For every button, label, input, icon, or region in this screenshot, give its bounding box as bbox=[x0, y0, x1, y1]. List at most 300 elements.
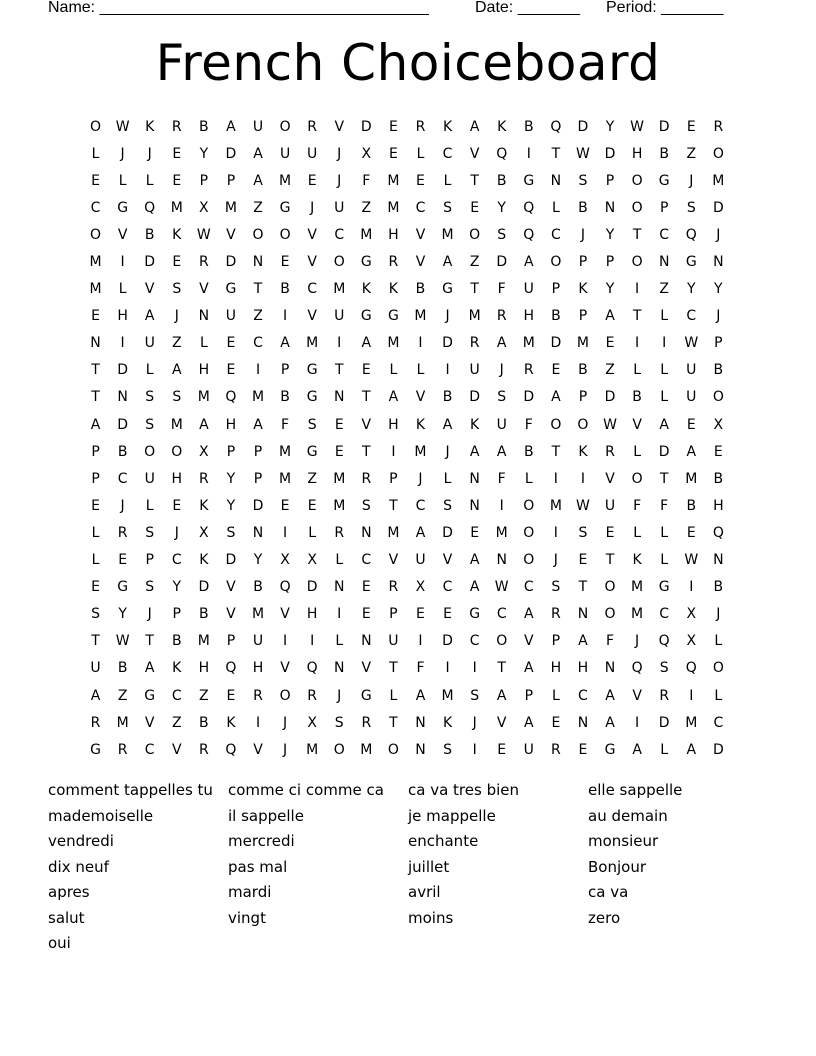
grid-letter: K bbox=[388, 281, 398, 298]
grid-letter: J bbox=[580, 226, 586, 243]
grid-row bbox=[82, 113, 732, 140]
grid-letter: T bbox=[362, 389, 371, 406]
grid-letter: I bbox=[689, 687, 694, 704]
grid-letter: N bbox=[361, 633, 372, 650]
grid-letter: C bbox=[659, 226, 670, 243]
grid-letter: R bbox=[171, 118, 182, 135]
grid-letter: L bbox=[551, 199, 560, 216]
grid-letter: P bbox=[551, 281, 561, 298]
grid-letter: J bbox=[147, 145, 152, 162]
grid-row bbox=[82, 492, 732, 519]
grid-letter: J bbox=[337, 172, 342, 189]
grid-letter: L bbox=[416, 145, 425, 162]
grid-letter: V bbox=[415, 389, 426, 406]
grid-letter: M bbox=[306, 741, 319, 758]
grid-letter: D bbox=[550, 335, 562, 352]
grid-letter: E bbox=[172, 145, 182, 162]
grid-letter: D bbox=[658, 443, 670, 460]
grid-letter: K bbox=[199, 497, 209, 514]
grid-letter: B bbox=[659, 145, 669, 162]
grid-letter: F bbox=[362, 172, 371, 189]
grid-letter: Q bbox=[523, 199, 535, 216]
grid-letter: D bbox=[658, 118, 670, 135]
grid-letter: M bbox=[468, 308, 481, 325]
grid-letter: G bbox=[604, 741, 616, 758]
grid-letter: I bbox=[283, 308, 288, 325]
grid-letter: O bbox=[631, 470, 643, 487]
word-bank-item: moins bbox=[408, 908, 454, 927]
grid-letter: M bbox=[197, 633, 210, 650]
grid-letter: J bbox=[553, 552, 558, 569]
grid-letter: H bbox=[198, 362, 210, 379]
grid-letter: O bbox=[550, 416, 562, 433]
word-bank-item: dix neuf bbox=[48, 857, 109, 876]
grid-letter: I bbox=[499, 497, 504, 514]
grid-letter: L bbox=[660, 389, 669, 406]
grid-letter: H bbox=[631, 145, 643, 162]
grid-letter: N bbox=[361, 524, 372, 541]
grid-letter: I bbox=[337, 606, 342, 623]
grid-letter: L bbox=[389, 362, 398, 379]
grid-letter: N bbox=[713, 254, 724, 271]
grid-letter: I bbox=[553, 524, 558, 541]
grid-letter: K bbox=[578, 443, 588, 460]
grid-letter: V bbox=[361, 660, 372, 677]
grid-letter: C bbox=[659, 606, 670, 623]
grid-letter: G bbox=[523, 172, 535, 189]
grid-letter: U bbox=[604, 497, 616, 514]
grid-letter: S bbox=[443, 497, 452, 514]
grid-letter: J bbox=[499, 362, 504, 379]
grid-letter: S bbox=[443, 199, 452, 216]
grid-letter: E bbox=[686, 524, 696, 541]
grid-letter: X bbox=[199, 199, 209, 216]
grid-letter: A bbox=[280, 335, 290, 352]
grid-letter: T bbox=[470, 172, 479, 189]
grid-letter: Y bbox=[605, 226, 615, 243]
grid-letter: E bbox=[280, 254, 290, 271]
grid-letter: U bbox=[144, 335, 155, 352]
grid-row bbox=[82, 221, 732, 248]
grid-letter: R bbox=[523, 362, 534, 379]
grid-letter: A bbox=[524, 606, 534, 623]
grid-letter: U bbox=[496, 416, 507, 433]
grid-letter: Q bbox=[144, 199, 156, 216]
grid-letter: G bbox=[306, 362, 318, 379]
name-field: Name: _____________________________________ bbox=[48, 0, 429, 16]
grid-letter: Q bbox=[225, 741, 237, 758]
grid-letter: N bbox=[252, 524, 264, 541]
grid-letter: V bbox=[117, 226, 128, 243]
grid-letter: U bbox=[415, 552, 426, 569]
grid-letter: D bbox=[577, 118, 589, 135]
grid-letter: A bbox=[551, 389, 561, 406]
grid-letter: B bbox=[117, 660, 128, 677]
grid-letter: J bbox=[337, 687, 342, 704]
grid-letter: U bbox=[279, 145, 291, 162]
grid-letter: O bbox=[469, 226, 481, 243]
worksheet-header bbox=[0, 0, 816, 20]
grid-letter: L bbox=[633, 362, 641, 379]
grid-letter: N bbox=[713, 552, 724, 569]
grid-letter: A bbox=[686, 741, 697, 758]
grid-letter: Z bbox=[253, 199, 263, 216]
grid-letter: V bbox=[388, 552, 399, 569]
grid-letter: L bbox=[91, 524, 100, 541]
grid-letter: K bbox=[145, 118, 155, 135]
grid-letter: L bbox=[660, 524, 669, 541]
grid-letter: N bbox=[577, 714, 589, 731]
grid-letter: J bbox=[310, 199, 315, 216]
grid-letter: M bbox=[170, 199, 183, 216]
word-bank-item: avril bbox=[408, 883, 441, 901]
grid-letter: L bbox=[660, 308, 669, 325]
grid-letter: A bbox=[469, 552, 480, 569]
grid-letter: B bbox=[523, 118, 534, 135]
grid-letter: T bbox=[91, 389, 100, 406]
grid-letter: N bbox=[469, 470, 480, 487]
grid-letter: O bbox=[712, 660, 724, 677]
grid-row bbox=[82, 736, 732, 763]
grid-row bbox=[82, 709, 732, 736]
grid-letter: E bbox=[172, 172, 182, 189]
grid-letter: Z bbox=[117, 687, 128, 704]
grid-letter: U bbox=[469, 362, 480, 379]
grid-letter: N bbox=[604, 199, 616, 216]
grid-letter: F bbox=[281, 416, 290, 433]
grid-letter: O bbox=[144, 443, 156, 460]
grid-letter: R bbox=[551, 606, 561, 623]
grid-letter: V bbox=[253, 741, 263, 758]
grid-letter: V bbox=[415, 226, 426, 243]
grid-letter: N bbox=[496, 552, 507, 569]
grid-letter: T bbox=[605, 552, 615, 569]
grid-letter: E bbox=[361, 606, 371, 623]
grid-letter: B bbox=[686, 497, 697, 514]
grid-letter: C bbox=[550, 226, 561, 243]
word-bank-item: ca va bbox=[588, 883, 629, 901]
grid-letter: A bbox=[469, 443, 480, 460]
grid-letter: K bbox=[632, 552, 642, 569]
grid-letter: U bbox=[90, 660, 101, 677]
grid-letter: C bbox=[307, 281, 318, 298]
grid-letter: U bbox=[523, 741, 534, 758]
word-search-grid bbox=[82, 113, 732, 763]
grid-letter: F bbox=[660, 497, 669, 514]
grid-letter: R bbox=[361, 470, 372, 487]
grid-letter: Q bbox=[225, 389, 237, 406]
grid-row bbox=[82, 140, 732, 167]
grid-letter: X bbox=[199, 524, 209, 541]
grid-letter: P bbox=[389, 470, 398, 487]
grid-letter: A bbox=[442, 416, 453, 433]
grid-letter: D bbox=[144, 254, 156, 271]
grid-letter: I bbox=[635, 281, 640, 298]
grid-letter: M bbox=[414, 443, 427, 460]
grid-letter: Q bbox=[631, 660, 643, 677]
grid-letter: C bbox=[171, 552, 182, 569]
grid-row bbox=[82, 519, 732, 546]
grid-letter: B bbox=[578, 362, 588, 379]
grid-letter: W bbox=[630, 118, 645, 135]
grid-letter: V bbox=[144, 714, 155, 731]
grid-letter: O bbox=[279, 687, 291, 704]
grid-letter: B bbox=[144, 226, 155, 243]
grid-letter: L bbox=[199, 335, 208, 352]
grid-letter: L bbox=[443, 172, 452, 189]
grid-letter: N bbox=[550, 172, 562, 189]
grid-letter: L bbox=[714, 687, 723, 704]
grid-letter: W bbox=[115, 118, 130, 135]
grid-letter: T bbox=[253, 281, 263, 298]
grid-letter: G bbox=[685, 254, 697, 271]
grid-letter: Y bbox=[253, 552, 263, 569]
word-bank-item: mademoiselle bbox=[48, 806, 154, 825]
grid-letter: E bbox=[388, 145, 398, 162]
grid-letter: E bbox=[605, 335, 615, 352]
grid-letter: Q bbox=[550, 118, 562, 135]
grid-letter: A bbox=[144, 660, 155, 677]
grid-letter: O bbox=[90, 118, 102, 135]
grid-letter: J bbox=[418, 470, 423, 487]
grid-letter: G bbox=[306, 389, 318, 406]
grid-letter: E bbox=[280, 497, 290, 514]
grid-letter: E bbox=[334, 416, 344, 433]
grid-letter: M bbox=[224, 199, 237, 216]
grid-letter: M bbox=[170, 416, 183, 433]
grid-letter: B bbox=[199, 714, 209, 731]
grid-letter: Q bbox=[306, 660, 318, 677]
grid-letter: E bbox=[361, 579, 371, 596]
grid-letter: H bbox=[117, 308, 128, 325]
grid-letter: S bbox=[91, 606, 100, 623]
grid-letter: J bbox=[445, 308, 450, 325]
grid-letter: P bbox=[605, 172, 615, 189]
grid-letter: I bbox=[255, 714, 261, 731]
grid-letter: F bbox=[497, 281, 506, 298]
grid-letter: Y bbox=[686, 281, 696, 298]
grid-letter: B bbox=[280, 281, 290, 298]
grid-letter: T bbox=[578, 579, 588, 596]
grid-letter: Q bbox=[658, 633, 670, 650]
grid-row bbox=[82, 465, 732, 492]
grid-letter: I bbox=[120, 335, 125, 352]
grid-letter: A bbox=[605, 687, 615, 704]
grid-row bbox=[82, 330, 732, 357]
grid-letter: H bbox=[523, 308, 535, 325]
grid-letter: C bbox=[361, 552, 372, 569]
grid-letter: P bbox=[659, 199, 669, 216]
grid-letter: M bbox=[387, 199, 400, 216]
grid-letter: A bbox=[90, 687, 101, 704]
grid-letter: K bbox=[226, 714, 236, 731]
grid-letter: A bbox=[415, 524, 426, 541]
grid-letter: R bbox=[388, 254, 399, 271]
grid-letter: I bbox=[255, 362, 261, 379]
grid-letter: E bbox=[91, 497, 100, 514]
grid-letter: T bbox=[362, 443, 371, 460]
grid-letter: B bbox=[199, 606, 209, 623]
grid-letter: E bbox=[686, 416, 696, 433]
grid-letter: I bbox=[526, 145, 531, 162]
grid-letter: J bbox=[283, 741, 288, 758]
grid-letter: C bbox=[442, 145, 453, 162]
grid-letter: V bbox=[280, 660, 290, 677]
grid-letter: V bbox=[524, 633, 534, 650]
grid-letter: A bbox=[578, 633, 588, 650]
grid-letter: J bbox=[716, 606, 721, 623]
grid-letter: A bbox=[144, 308, 155, 325]
grid-letter: A bbox=[253, 416, 263, 433]
grid-letter: U bbox=[523, 281, 534, 298]
word-bank-item: au demain bbox=[588, 806, 668, 825]
grid-letter: I bbox=[553, 470, 558, 487]
grid-letter: R bbox=[198, 470, 209, 487]
grid-letter: L bbox=[91, 552, 100, 569]
grid-letter: B bbox=[280, 389, 290, 406]
grid-letter: W bbox=[576, 497, 590, 514]
grid-letter: G bbox=[360, 308, 372, 325]
grid-letter: V bbox=[361, 416, 372, 433]
grid-letter: F bbox=[605, 633, 615, 650]
grid-letter: S bbox=[443, 741, 452, 758]
grid-letter: I bbox=[662, 335, 667, 352]
grid-letter: L bbox=[714, 633, 723, 650]
grid-letter: S bbox=[497, 226, 507, 243]
grid-letter: F bbox=[524, 416, 533, 433]
grid-letter: L bbox=[416, 362, 425, 379]
grid-letter: T bbox=[632, 226, 642, 243]
word-bank-item: monsieur bbox=[588, 832, 659, 850]
grid-letter: Y bbox=[497, 199, 506, 216]
grid-letter: A bbox=[442, 254, 453, 271]
grid-letter: E bbox=[226, 335, 236, 352]
grid-letter: D bbox=[225, 145, 237, 162]
grid-letter: V bbox=[632, 416, 642, 433]
grid-letter: E bbox=[470, 199, 480, 216]
grid-letter: M bbox=[279, 443, 292, 460]
grid-row bbox=[82, 384, 732, 411]
page-title: French Choiceboard bbox=[155, 34, 661, 92]
grid-letter: F bbox=[497, 470, 506, 487]
grid-letter: X bbox=[686, 606, 697, 623]
grid-letter: I bbox=[337, 335, 342, 352]
grid-letter: M bbox=[251, 606, 265, 623]
grid-letter: Z bbox=[686, 145, 697, 162]
grid-row bbox=[82, 601, 732, 628]
grid-letter: H bbox=[388, 416, 399, 433]
grid-letter: B bbox=[117, 443, 128, 460]
grid-letter: E bbox=[551, 362, 561, 379]
grid-letter: G bbox=[117, 199, 129, 216]
grid-letter: L bbox=[335, 552, 344, 569]
grid-letter: D bbox=[117, 362, 128, 379]
grid-letter: R bbox=[253, 687, 263, 704]
grid-letter: X bbox=[361, 145, 372, 162]
grid-letter: V bbox=[632, 687, 642, 704]
grid-letter: D bbox=[198, 579, 210, 596]
grid-letter: P bbox=[172, 606, 181, 623]
grid-letter: P bbox=[280, 362, 290, 379]
grid-letter: G bbox=[117, 579, 129, 596]
grid-letter: E bbox=[578, 552, 588, 569]
grid-letter: T bbox=[551, 145, 561, 162]
grid-letter: L bbox=[118, 172, 127, 189]
grid-letter: M bbox=[333, 470, 346, 487]
grid-letter: V bbox=[199, 281, 209, 298]
grid-letter: A bbox=[253, 145, 263, 162]
grid-letter: Y bbox=[172, 579, 182, 596]
grid-letter: P bbox=[91, 470, 100, 487]
grid-letter: D bbox=[360, 118, 372, 135]
grid-letter: V bbox=[226, 579, 236, 596]
grid-letter: C bbox=[171, 687, 182, 704]
grid-letter: E bbox=[713, 443, 723, 460]
grid-letter: U bbox=[334, 308, 345, 325]
grid-letter: C bbox=[523, 579, 534, 596]
grid-letter: P bbox=[253, 470, 263, 487]
grid-letter: E bbox=[91, 579, 100, 596]
grid-letter: A bbox=[253, 172, 263, 189]
grid-letter: N bbox=[334, 389, 345, 406]
grid-letter: R bbox=[659, 687, 670, 704]
grid-letter: W bbox=[576, 145, 590, 162]
grid-letter: T bbox=[497, 660, 506, 677]
grid-letter: M bbox=[251, 389, 265, 406]
grid-letter: A bbox=[524, 254, 534, 271]
grid-letter: O bbox=[279, 118, 291, 135]
word-bank-item: oui bbox=[48, 934, 71, 952]
grid-letter: T bbox=[470, 281, 479, 298]
word-bank-item: comment tappelles tu bbox=[48, 781, 213, 799]
word-bank-item: mercredi bbox=[228, 832, 295, 850]
grid-letter: E bbox=[172, 497, 182, 514]
grid-letter: G bbox=[360, 254, 372, 271]
grid-letter: Y bbox=[605, 281, 615, 298]
grid-letter: C bbox=[496, 606, 507, 623]
grid-letter: A bbox=[524, 714, 534, 731]
grid-letter: O bbox=[496, 633, 508, 650]
grid-letter: N bbox=[334, 660, 345, 677]
grid-letter: V bbox=[605, 470, 615, 487]
grid-letter: H bbox=[171, 470, 183, 487]
grid-row bbox=[82, 276, 732, 303]
grid-letter: R bbox=[334, 524, 345, 541]
grid-letter: R bbox=[469, 335, 480, 352]
grid-letter: G bbox=[360, 687, 372, 704]
grid-letter: E bbox=[416, 172, 425, 189]
grid-letter: L bbox=[389, 687, 398, 704]
grid-letter: B bbox=[632, 389, 642, 406]
grid-letter: Z bbox=[171, 714, 182, 731]
grid-letter: D bbox=[712, 199, 724, 216]
grid-letter: I bbox=[635, 714, 640, 731]
grid-letter: C bbox=[415, 497, 426, 514]
grid-letter: M bbox=[631, 579, 644, 596]
grid-letter: K bbox=[199, 552, 209, 569]
period-field: Period: _______ bbox=[606, 0, 724, 16]
grid-letter: X bbox=[415, 579, 426, 596]
grid-letter: T bbox=[334, 362, 344, 379]
grid-letter: D bbox=[496, 254, 508, 271]
grid-letter: S bbox=[470, 687, 480, 704]
grid-letter: R bbox=[117, 524, 128, 541]
grid-letter: E bbox=[307, 497, 317, 514]
grid-letter: J bbox=[174, 308, 179, 325]
grid-letter: M bbox=[279, 172, 292, 189]
grid-letter: M bbox=[387, 172, 400, 189]
grid-letter: G bbox=[442, 281, 453, 298]
